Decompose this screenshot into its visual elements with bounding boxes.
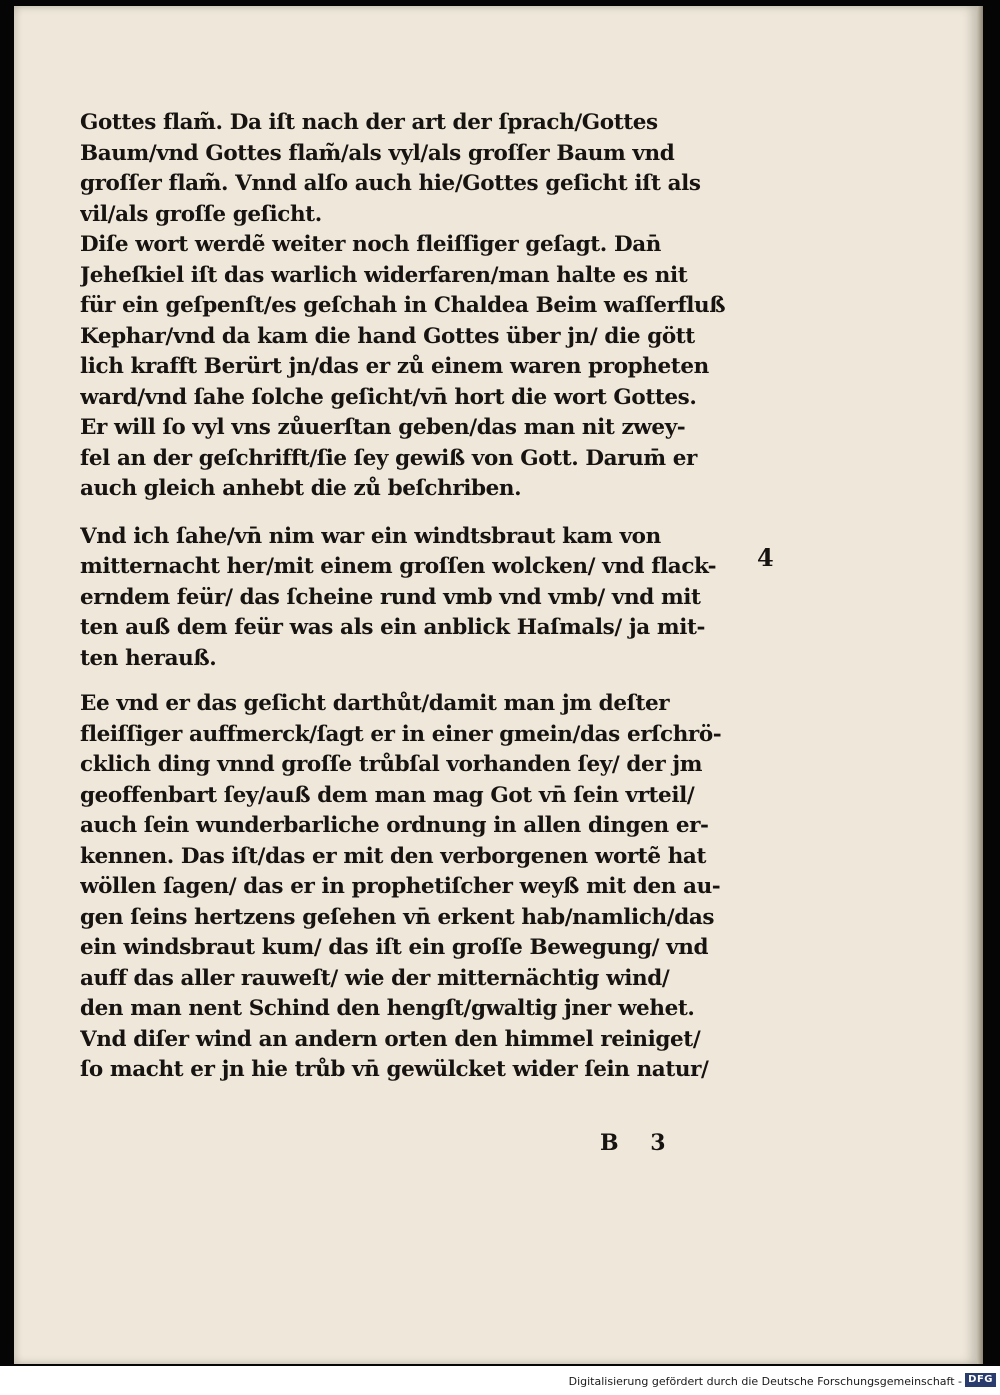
text-line: mitternacht her/mit einem groſſen wolcken/ vnd flack- <box>80 554 717 579</box>
text-line: Vnd diſer wind an andern orten den himmel reiniget/ <box>80 1026 701 1052</box>
verse-margin-number: 4 <box>757 543 774 572</box>
text-line: cklich ding vnnd groſſe trůbſal vorhanden ſey/ der jm <box>80 752 703 777</box>
text-line: kennen. Das iſt/das er mit den verborgenen wortẽ hat <box>80 843 706 869</box>
text-line: groſſer flam̃. Vnnd alſo auch hie/Gottes geſicht iſt als <box>80 171 701 196</box>
text-line: Vnd ich ſahe/vn̄ nim war ein windtsbraut kam von <box>80 523 661 549</box>
text-line: Ee vnd er das geſicht darthůt/damit man jm deſter <box>80 691 670 716</box>
text-line: Er will ſo vyl vns zůuerſtan geben/das man nit zwey- <box>80 415 686 440</box>
footer-bar <box>0 1366 1000 1395</box>
dfg-logo: DFG <box>965 1373 996 1387</box>
page-text-block <box>80 108 780 1086</box>
text-line: für ein geſpenſt/es geſchah in Chaldea Beim waſſerfluß <box>80 293 726 318</box>
text-line: den man nent Schind den hengſt/gwaltig jner wehet. <box>80 996 695 1021</box>
text-line: ten herauß. <box>80 645 217 671</box>
text-line: Jeheſkiel iſt das warlich widerfaren/man halte es nit <box>80 262 688 288</box>
funding-credit-text: Digitalisierung gefördert durch die Deutsche Forschungsgemeinschaft - <box>568 1375 962 1388</box>
paragraph-1 <box>80 108 780 505</box>
text-line: ſo macht er jn hie trůb vn̄ gewülcket wider ſein natur/ <box>80 1057 709 1082</box>
text-line: ten auß dem feür was als ein anblick Haſmals/ ja mit- <box>80 615 706 640</box>
text-line: Diſe wort werdẽ weiter noch fleiſſiger geſagt. Dan̄ <box>80 232 661 257</box>
text-line: ein windsbraut kum/ das iſt ein groſſe Bewegung/ vnd <box>80 935 709 960</box>
text-line: lich krafft Berürt jn/das er zů einem waren propheten <box>80 354 709 379</box>
text-line: auff das aller rauweſt/ wie der mitternächtig wind/ <box>80 965 670 991</box>
text-line: auch ſein wunderbarliche ordnung in allen dingen er- <box>80 813 709 838</box>
text-line: fleiſſiger auffmerck/ſagt er in einer gmein/das erſchrö- <box>80 721 722 747</box>
text-line: gen ſeins hertzens geſehen vn̄ erkent hab/namlich/das <box>80 904 715 930</box>
paragraph-2 <box>80 522 780 675</box>
text-line: geoffenbart ſey/auß dem man mag Got vn̄ ſein vrteil/ <box>80 782 695 808</box>
paragraph-spacer <box>80 505 780 522</box>
text-line: Baum/vnd Gottes flam̃/als vyl/als groſſer Baum vnd <box>80 140 675 166</box>
text-line: fel an der geſchrifft/ſie ſey gewiß von Gott. Darum̄ er <box>80 445 697 471</box>
text-line: vil/als groſſe geſicht. <box>80 201 322 227</box>
text-line: Gottes flam̃. Da iſt nach der art der ſprach/Gottes <box>80 110 658 135</box>
paragraph-3 <box>80 689 780 1086</box>
paragraph-spacer <box>80 674 780 689</box>
text-line: Kephar/vnd da kam die hand Gottes über jn/ die gött <box>80 323 695 349</box>
text-line: erndem feür/ das ſcheine rund vmb vnd vmb/ vnd mit <box>80 584 701 610</box>
signature-mark: B 3 <box>600 1130 678 1156</box>
text-line: auch gleich anhebt die zů beſchriben. <box>80 476 522 501</box>
text-line: wöllen ſagen/ das er in prophetiſcher weyß mit den au- <box>80 874 721 899</box>
page-edge-shadow <box>977 6 983 1364</box>
text-line: ward/vnd ſahe ſolche geſicht/vn̄ hort die wort Gottes. <box>80 384 697 410</box>
